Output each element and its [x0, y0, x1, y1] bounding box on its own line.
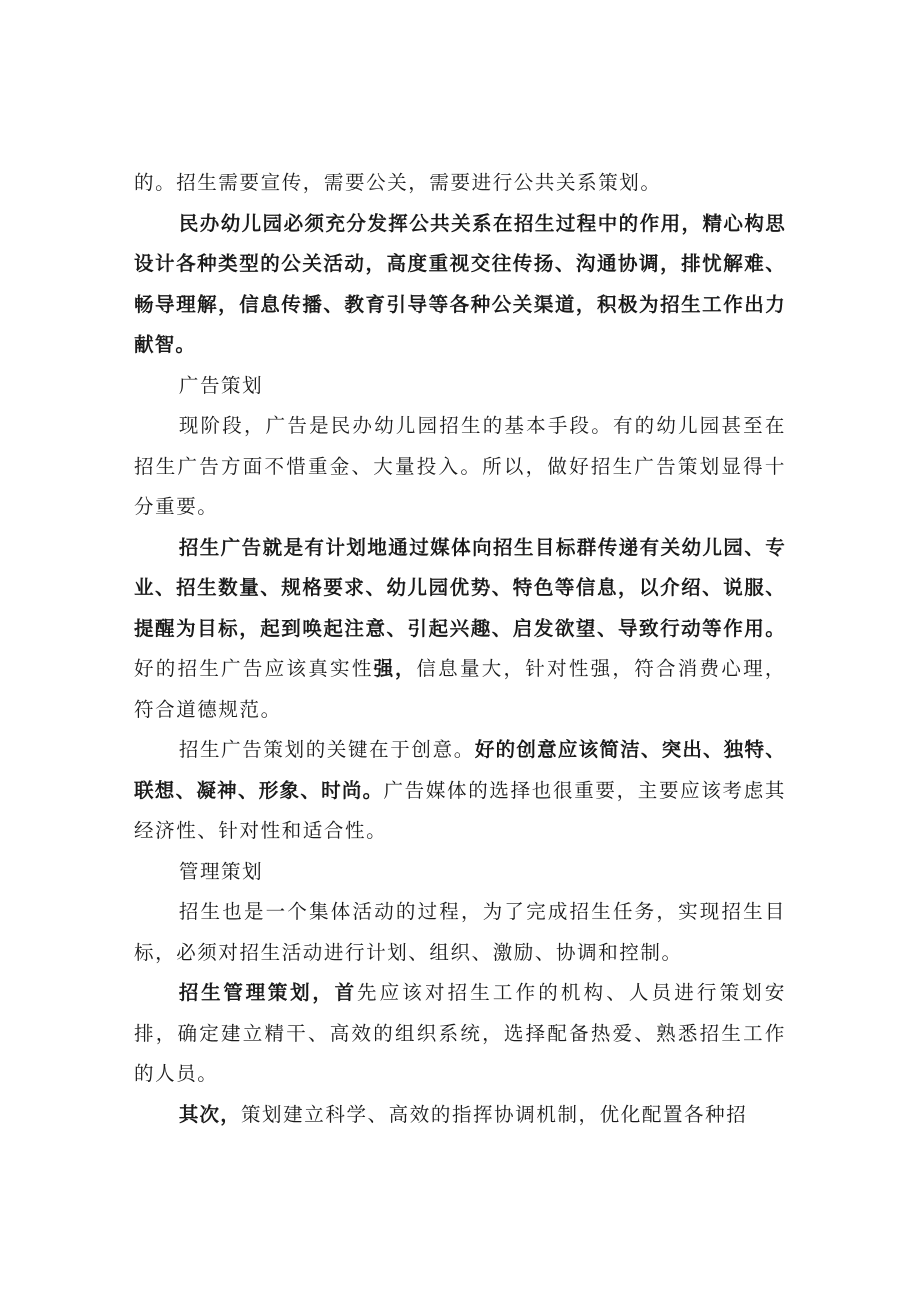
text-run-bold: 强， — [373, 657, 417, 680]
text-run: 现阶段，广告是民办幼儿园招生的基本手段。有的幼儿园甚至在招生广告方面不惜重金、大量投入。所以，做好招生广告策划显得十分重要。 — [134, 414, 786, 518]
paragraph-management-first — [134, 973, 786, 1095]
text-run-bold: 好的创意应该简洁、突出、独特、联想、凝神、形象、时尚。 — [134, 738, 786, 802]
heading-text: 管理策划 — [178, 859, 264, 883]
paragraph-public-relations — [134, 204, 786, 366]
text-run-bold: 招生广告就是有计划地通过媒体向招生目标群传递有关幼儿园、专业、招生数量、规格要求、幼儿园优势、特色等信息，以介绍、说服、提醒为目标，起到唤起注意、引起兴趣、启发欲望、导致行动等作用。 — [134, 535, 786, 640]
text-run-bold: 其次， — [178, 1102, 241, 1126]
section-heading-advertising — [134, 366, 786, 407]
heading-text: 广告策划 — [178, 373, 264, 397]
text-run: 先应该对招生工作的机构、人员进行策划安排，确定建立精干、高效的组织系统，选择配备热爱、熟悉招生工作的人员。 — [134, 981, 786, 1085]
paragraph-advertising-definition — [134, 528, 786, 731]
paragraph-management-second — [134, 1095, 786, 1136]
text-run-bold: 民办幼儿园必须充分发挥公共关系在招生过程中的作用，精心构思设计各种类型的公关活动，高度重视交往传扬、沟通协调，排忧解难、畅导理解，信息传播、教育引导等各种公关渠道，积极为招生工作出力献智。 — [134, 211, 786, 356]
text-run-bold: 招生管理策划，首 — [178, 981, 357, 1004]
text-run: 好的招生广告应该真实性 — [134, 657, 374, 680]
text-run: 招生广告策划的关键在于创意。 — [178, 738, 475, 761]
text-run: 信息量大，针对性强，符合消费心理，符合道德规范。 — [134, 657, 786, 721]
text-run: 的。招生需要宣传，需要公关，需要进行公共关系策划。 — [134, 171, 662, 194]
section-heading-management — [134, 852, 786, 893]
text-run: 策划建立科学、高效的指挥协调机制，优化配置各种招 — [240, 1102, 748, 1126]
paragraph-advertising-creativity — [134, 730, 786, 852]
paragraph-advertising-intro — [134, 406, 786, 528]
paragraph-continuation — [134, 163, 786, 204]
paragraph-management-intro — [134, 892, 786, 973]
document-page — [134, 163, 786, 1135]
text-run: 招生也是一个集体活动的过程，为了完成招生任务，实现招生目标，必须对招生活动进行计划、组织、激励、协调和控制。 — [134, 900, 786, 964]
text-run: 广告媒体的选择也很重要，主要应该考虑其经济性、针对性和适合性。 — [134, 778, 786, 842]
